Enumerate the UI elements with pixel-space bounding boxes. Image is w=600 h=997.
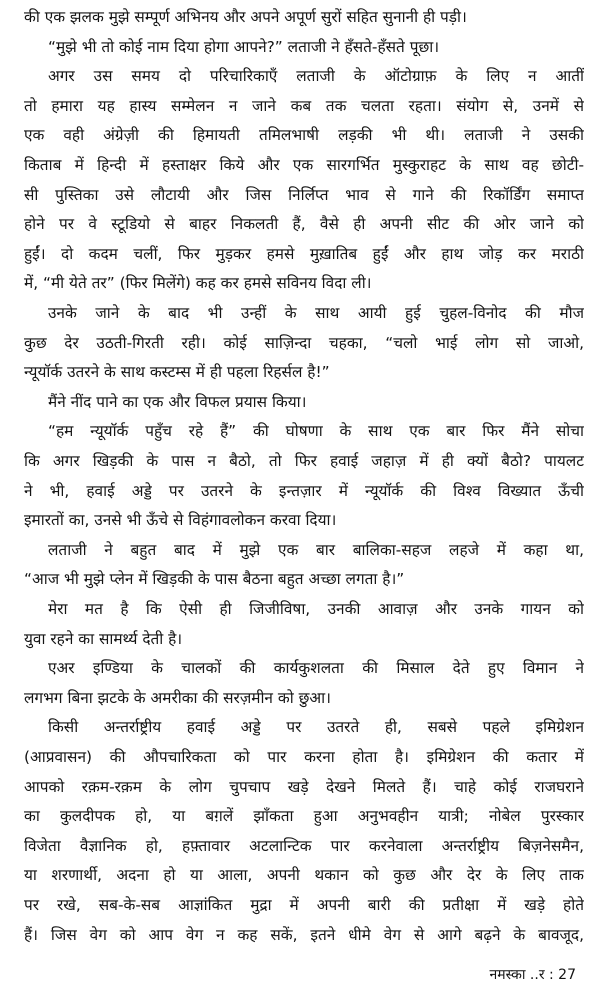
body-line: सी पुस्तिका उसे लौटायी और जिस निर्लिप्त भाव से गाने की रिकॉर्डिंग समाप्त (24, 185, 584, 204)
body-line: आपको रक़म-रक़म के लोग चुपचाप खड़े देखने मिलते हैं। चाहे कोई राजघराने (24, 777, 584, 796)
body-line: का कुलदीपक हो, या बग़लें झाँकता हुआ अनुभवहीन यात्री; नोबेल पुरस्कार (24, 807, 584, 826)
body-line: “आज भी मुझे प्लेन में खिड़की के पास बैठना बहुत अच्छा लगता है।” (24, 570, 405, 589)
body-line: होने पर वे स्टूडियो से बाहर निकलती हैं, वैसे ही अपनी सीट की ओर जाने को (24, 215, 584, 234)
body-line: मैंने नींद पाने का एक और विफल प्रयास किया। (48, 392, 307, 411)
body-line: कि अगर खिड़की के पास न बैठो, तो फिर हवाई जहाज़ में ही क्यों बैठो? पायलट (24, 452, 584, 470)
body-line: “मुझे भी तो कोई नाम दिया होगा आपने?” लताजी ने हँसते-हँसते पूछा। (48, 37, 440, 56)
body-line: लगभग बिना झटके के अमरीका की सरज़मीन को छुआ। (24, 688, 331, 707)
body-line: किसी अन्तर्राष्ट्रीय हवाई अड्डे पर उतरते ही, सबसे पहले इमिग्रेशन (48, 718, 584, 737)
body-line: की एक झलक मुझे सम्पूर्ण अभिनय और अपने अपूर्ण सुरों सहित सुनानी ही पड़ी। (24, 8, 467, 26)
body-line: न्यूयॉर्क उतरने के साथ कस्टम्स में ही पहला रिहर्सल है!” (24, 363, 330, 382)
body-line: किताब में हिन्दी में हस्ताक्षर किये और एक सारगर्भित मुस्कुराहट के साथ वह छोटी- (24, 156, 584, 174)
body-line: (आप्रवासन) की औपचारिकता को पार करना होता है। इमिग्रेशन की कतार में (24, 748, 584, 766)
body-line: अगर उस समय दो परिचारिकाएँ लताजी के ऑटोग्राफ़ के लिए न आतीं (48, 67, 584, 86)
body-line: कुछ देर उठती-गिरती रही। कोई साज़िन्दा चहका, “चलो भाई लोग सो जाओ, (24, 333, 584, 352)
body-line: में, “मी येते तर” (फिर मिलेंगे) कह कर हमसे सविनय विदा ली। (24, 274, 372, 293)
body-line: पर रखे, सब-के-सब आज्ञांकित मुद्रा में अपनी बारी की प्रतीक्षा में खड़े होते (24, 896, 584, 914)
body-line: विजेता वैज्ञानिक हो, हफ़्तावार अटलान्टिक पार करनेवाला अन्तर्राष्ट्रीय बिज़नेसमैन, (24, 836, 584, 855)
body-line: एअर इण्डिया के चालकों की कार्यकुशलता की मिसाल देते हुए विमान ने (48, 659, 584, 678)
body-line: इमारतों का, उनसे भी ऊँचे से विहंगावलोकन करवा दिया। (24, 511, 337, 530)
body-line: ने भी, हवाई अड्डे पर उतरने के इन्तज़ार में न्यूयॉर्क की विश्व विख्यात ऊँची (24, 481, 584, 500)
body-line: “हम न्यूयॉर्क पहुँच रहे हैं” की घोषणा के साथ एक बार फिर मैंने सोचा (48, 422, 584, 441)
body-line: उनके जाने के बाद भी उन्हीं के साथ आयी हुई चुहल-विनोद की मौज (48, 304, 584, 322)
page-footer-running-title: नमस्का ..र : 27 (489, 967, 576, 983)
body-line: हुईं। दो कदम चलीं, फिर मुड़कर हमसे मुख़ातिब हुईं और हाथ जोड़ कर मराठी (24, 244, 584, 263)
body-line: एक वही अंग्रेज़ी की हिमायती तमिलभाषी लड़की भी थी। लताजी ने उसकी (24, 126, 584, 145)
body-line: तो हमारा यह हास्य सम्मेलन न जाने कब तक चलता रहता। संयोग से, उनमें से (24, 96, 584, 115)
body-line: मेरा मत है कि ऐसी ही जिजीविषा, उनकी आवाज़ और उनके गायन को (48, 600, 584, 618)
body-line: युवा रहने का सामर्थ्य देती है। (24, 629, 183, 648)
body-line: लताजी ने बहुत बाद में मुझे एक बार बालिका-सहज लहजे में कहा था, (48, 540, 584, 559)
body-line: हैं। जिस वेग को आप वेग न कह सकें, इतने धीमे वेग से आगे बढ़ने के बावजूद, (24, 925, 584, 944)
body-line: या शरणार्थी, अदना हो या आला, अपनी थकान को कुछ और देर के लिए ताक (24, 866, 584, 885)
